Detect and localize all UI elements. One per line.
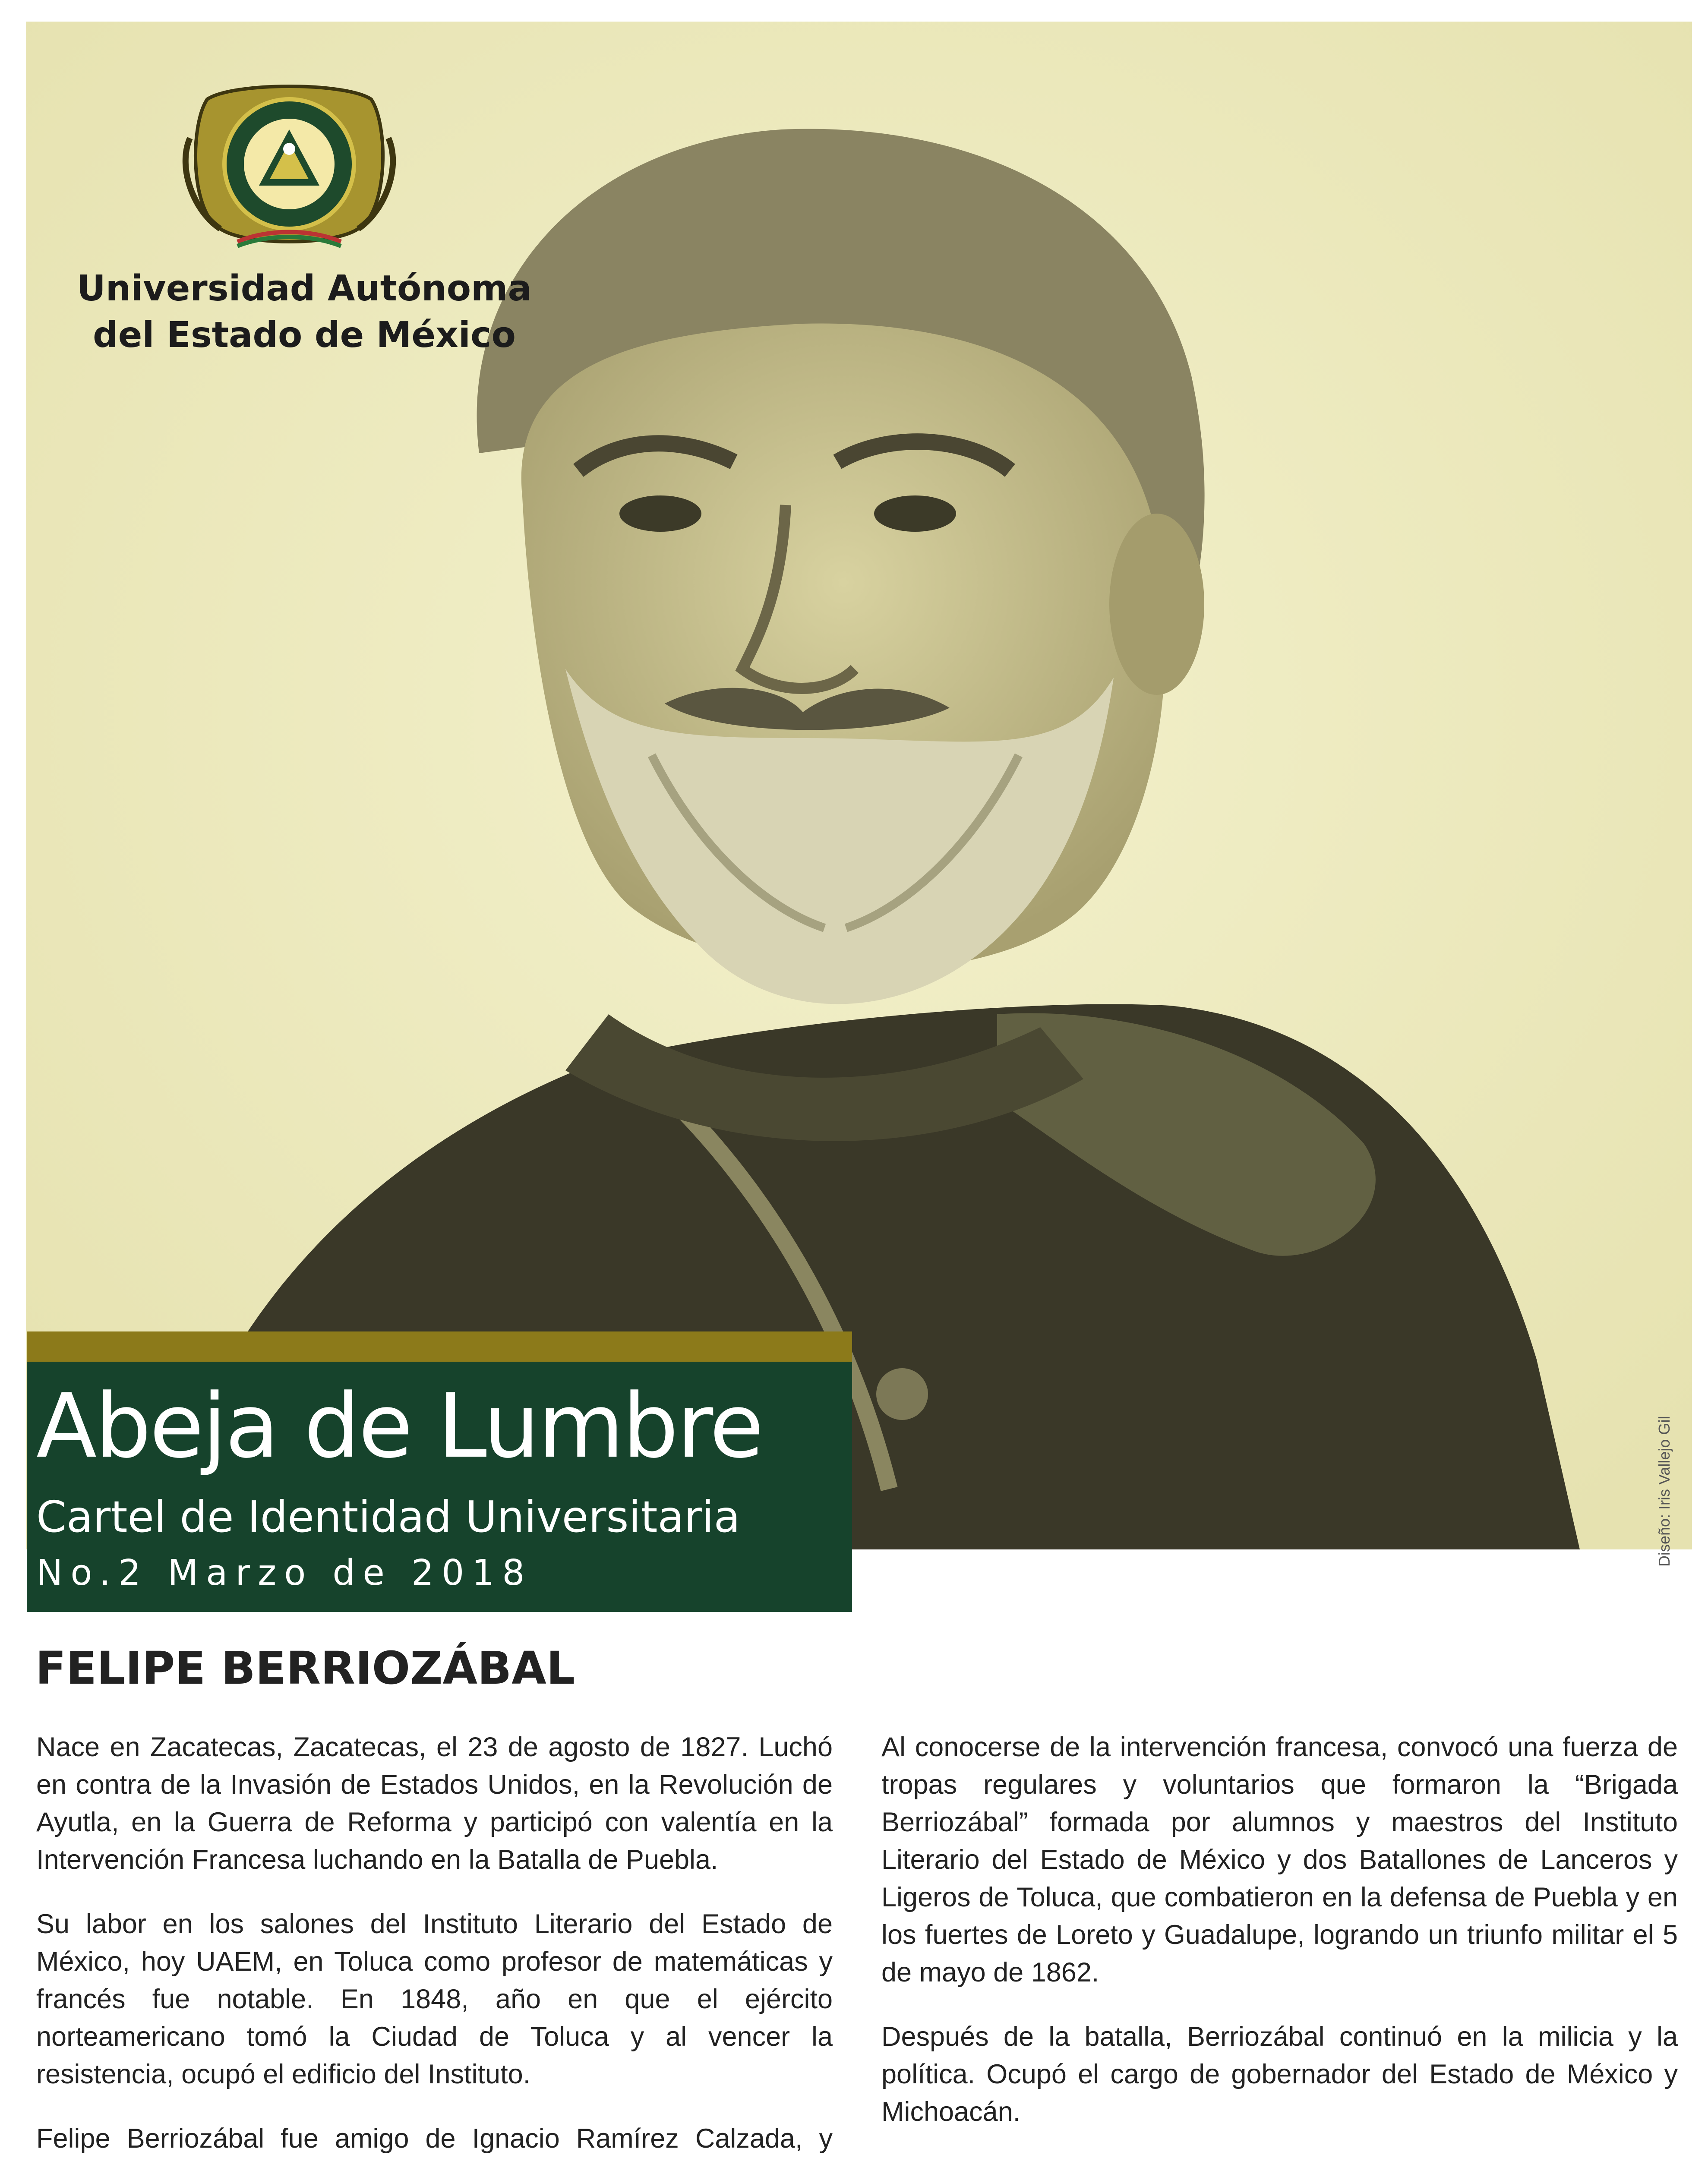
university-seal <box>181 73 397 255</box>
paragraph: Al conocerse de la intervención francesa, convocó una fuerza de tropas regulares y voluntarios que formaron la “Brigada Berriozábal” formada por alumnos y maestros del Instituto Literario del Estado de México y dos Batallones de Lanceros y Ligeros de Toluca, que combatieron en la defensa de Puebla y en los fuertes de Loreto y Guadalupe, logrando un triunfo militar el 5 de mayo de 1862. <box>881 1732 1678 1988</box>
design-credit: Diseño: Iris Vallejo Gil <box>1655 1416 1673 1567</box>
university-seal-icon <box>181 73 397 255</box>
paragraph: Después de la batalla, Berriozábal continuó en la milicia y la política. Ocupó el cargo de gobernador del Estado de México y Michoacán. <box>881 2022 1678 2127</box>
university-name-line2: del Estado de México <box>93 315 516 356</box>
paragraph: Felipe Berriozábal fue amigo de Ignacio Ramírez Calzada, y <box>36 2123 833 2154</box>
right-column <box>881 1729 1678 2158</box>
paragraph: Nace en Zacatecas, Zacatecas, el 23 de agosto de 1827. Luchó en contra de la Invasión de Estados Unidos, en la Revolución de Ayutla, en la Guerra de Reforma y participó con valentía en la Intervención Francesa luchando en la Batalla de Puebla. <box>36 1732 833 1875</box>
person-name-heading: FELIPE BERRIOZÁBAL <box>35 1642 575 1694</box>
issue-number: No.2 Marzo de 2018 <box>36 1552 533 1593</box>
title-block <box>27 1362 852 1612</box>
poster-subtitle: Cartel de Identidad Universitaria <box>36 1492 740 1542</box>
poster-title: Abeja de Lumbre <box>36 1375 762 1478</box>
university-name-line1: Universidad Autónoma <box>77 268 532 309</box>
title-accent-bar <box>27 1331 852 1362</box>
left-column <box>36 1729 833 2158</box>
university-name <box>52 265 557 359</box>
paragraph: Su labor en los salones del Instituto Literario del Estado de México, hoy UAEM, en Toluca como profesor de matemáticas y francés fue notable. En 1848, año en que el ejército norteamericano tomó la Ciudad de Toluca y al vencer la resistencia, ocupó el edificio del Instituto. <box>36 1909 833 2089</box>
